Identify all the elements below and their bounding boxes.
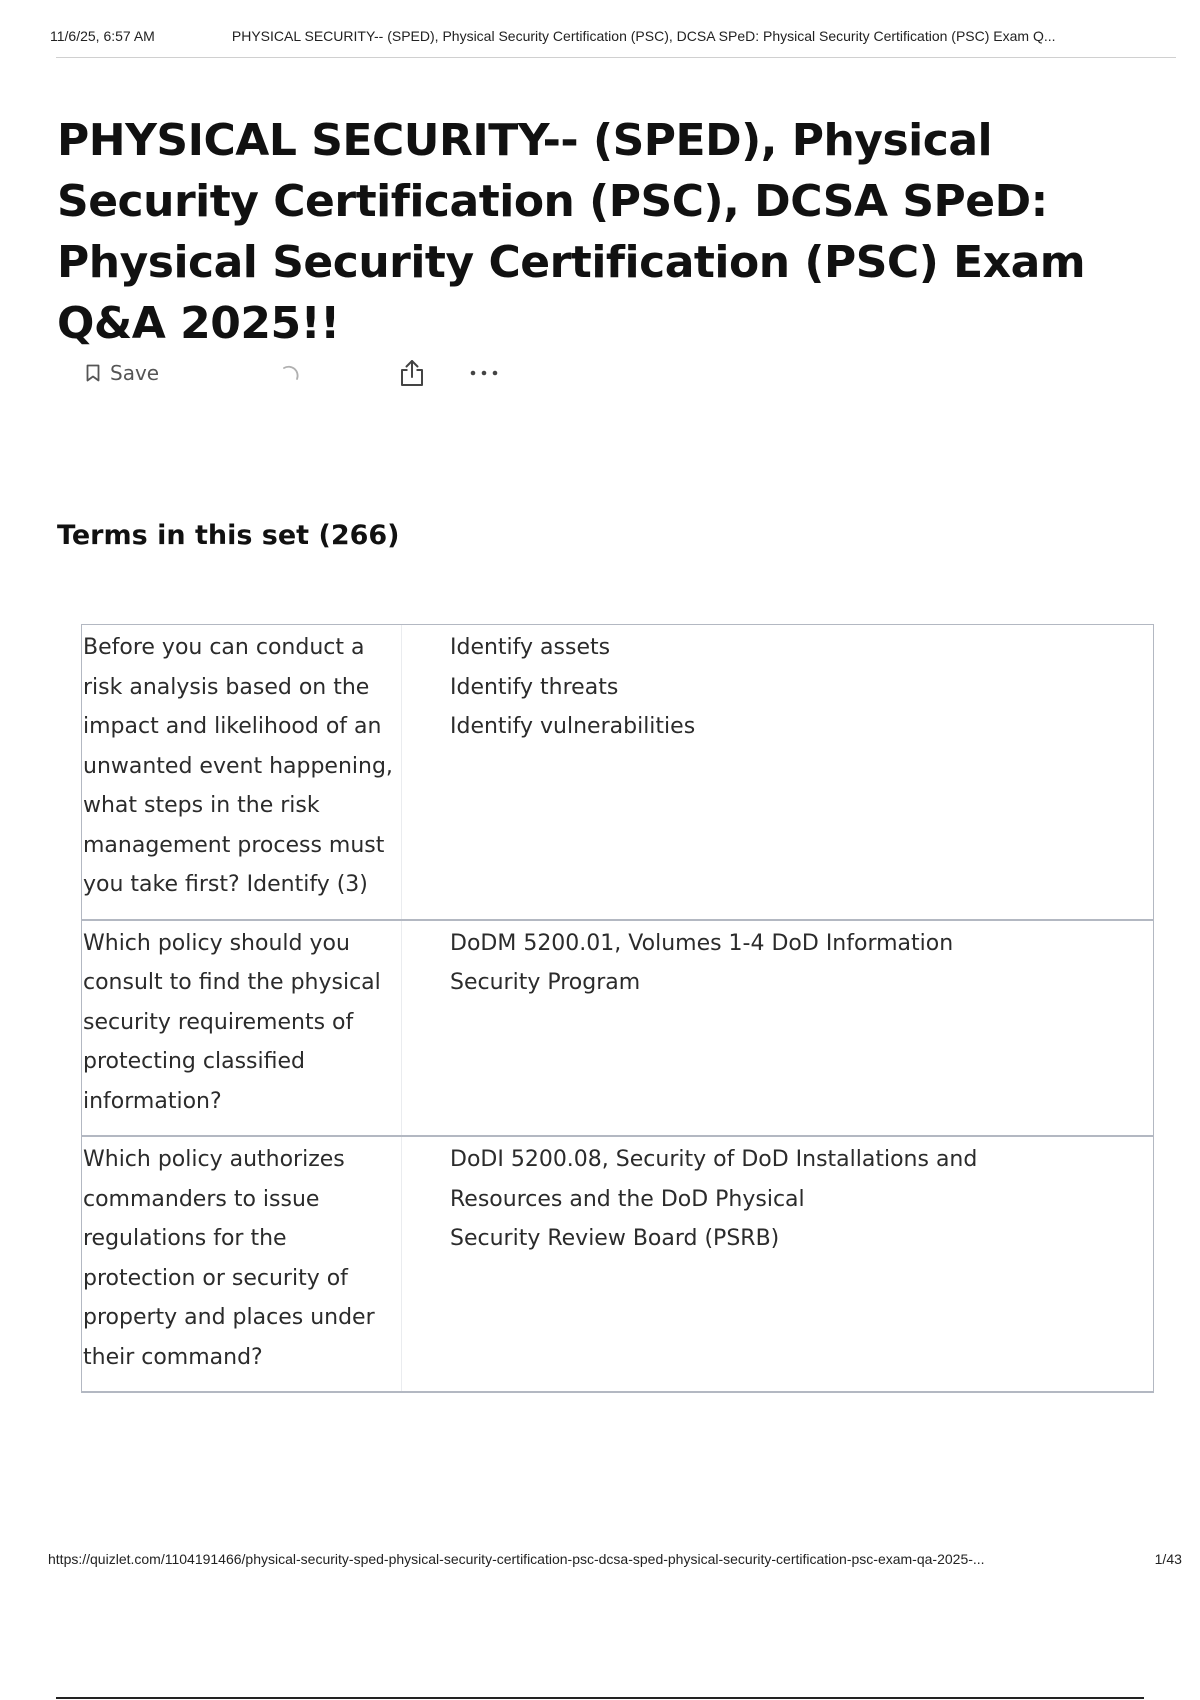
more-icon[interactable]	[468, 367, 500, 379]
definition-text	[402, 625, 1153, 919]
print-date: 11/6/25, 6:57 AM	[50, 28, 155, 44]
page-number: 1/43	[1154, 1551, 1182, 1567]
page-title: PHYSICAL SECURITY-- (SPED), Physical Security Certification (PSC), DCSA SPeD: Physical Security Certification (PSC) Exam Q&A 2025!!	[57, 115, 1086, 349]
term-text: Which policy should you consult to find the physical security requirements of protecting classified information?	[82, 921, 402, 1136]
definition-line: Identify threats	[450, 674, 619, 700]
save-button[interactable]	[86, 361, 159, 385]
term-text: Which policy authorizes commanders to issue regulations for the protection or security of property and places under their command?	[82, 1137, 402, 1391]
definition-line: Identify assets	[450, 635, 611, 660]
definition-line: Security Review Board (PSRB)	[450, 1226, 780, 1251]
term-text: Before you can conduct a risk analysis based on the impact and likelihood of an unwanted event happening, what steps in the risk management process must you take first? Identify (3)	[82, 625, 402, 919]
spinner-icon	[278, 363, 302, 387]
terms-count-heading: Terms in this set (266)	[57, 520, 400, 551]
terms-table	[81, 624, 1154, 1393]
definition-text	[402, 921, 1153, 1136]
definition-line: DoDI 5200.08, Security of DoD Installations and Resources and the DoD Physical	[450, 1147, 978, 1212]
term-row	[82, 1137, 1153, 1393]
save-label: Save	[110, 361, 160, 385]
print-url: https://quizlet.com/1104191466/physical-security-sped-physical-security-certification-psc-dcsa-sped-physical-security-certification-psc-exam-qa-2025-...	[48, 1551, 985, 1567]
share-icon[interactable]	[398, 358, 426, 388]
print-header	[50, 28, 1170, 44]
action-bar	[86, 361, 586, 391]
definition-text	[402, 1137, 1153, 1391]
bookmark-icon	[86, 364, 100, 382]
term-row	[82, 625, 1153, 921]
header-divider	[56, 57, 1176, 58]
print-doc-title: PHYSICAL SECURITY-- (SPED), Physical Security Certification (PSC), DCSA SPeD: Physical Security Certification (PSC) Exam Q...	[231, 28, 1056, 44]
definition-line: DoDM 5200.01, Volumes 1-4 DoD Information Security Program	[450, 930, 954, 995]
term-row	[82, 921, 1153, 1138]
definition-line: Identify vulnerabilities	[450, 714, 696, 739]
bottom-divider	[56, 1697, 1144, 1699]
print-footer	[48, 1551, 1188, 1567]
